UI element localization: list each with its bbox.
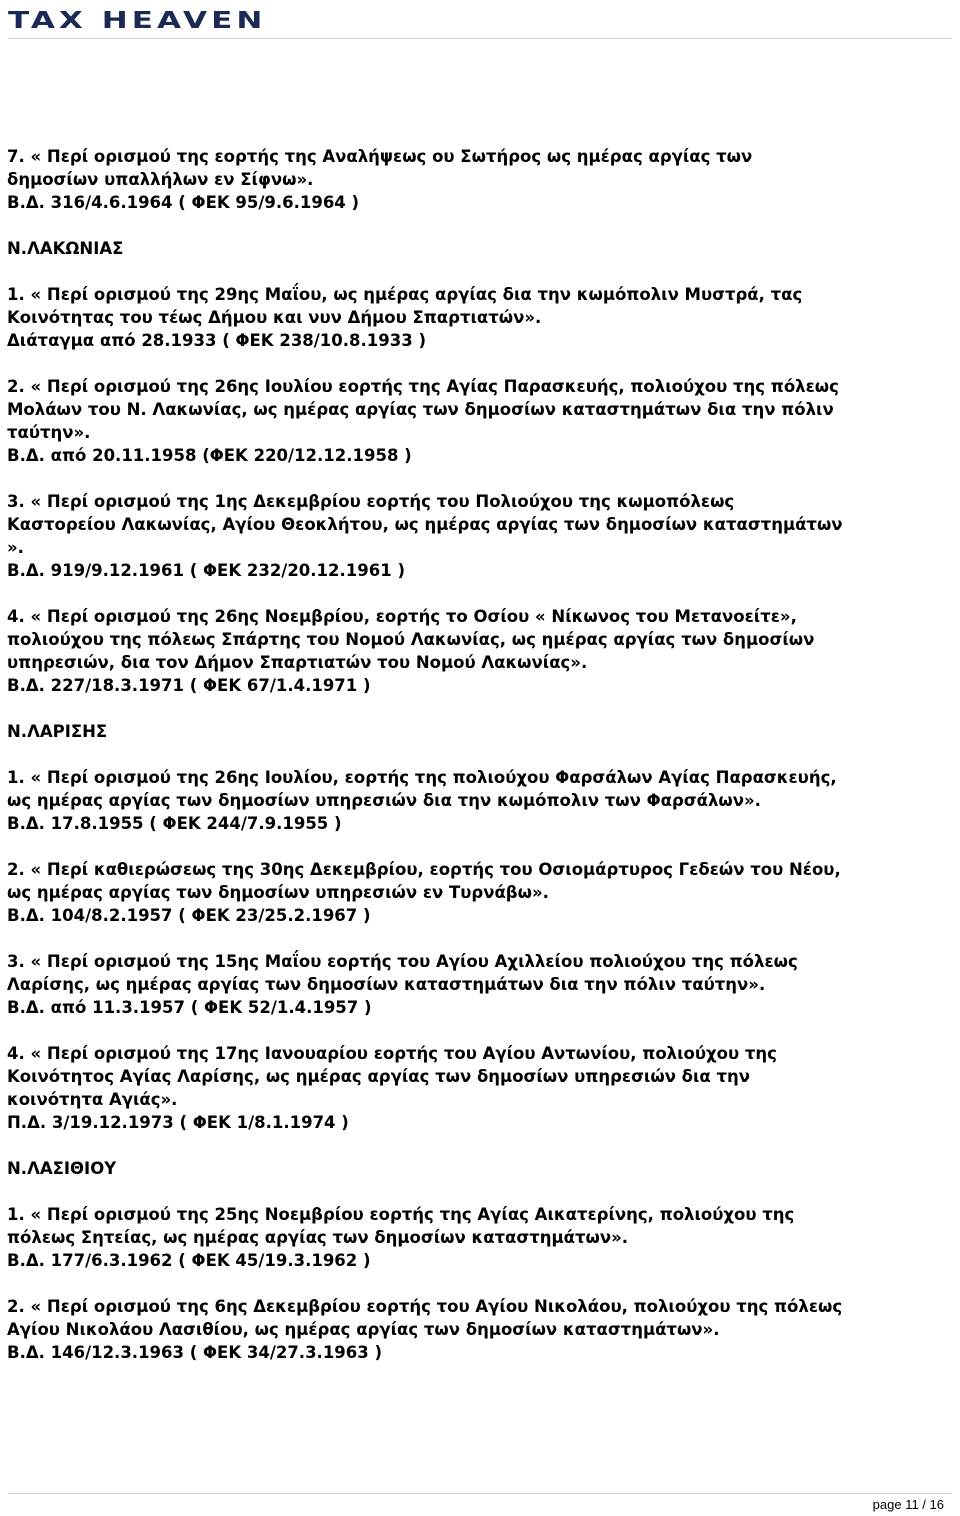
text-line: Β.Δ. 227/18.3.1971 ( ΦΕΚ 67/1.4.1971 ) [7, 676, 371, 695]
text-line: Διάταγμα από 28.1933 ( ΦΕΚ 238/10.8.1933 ) [7, 331, 426, 350]
text-line: Π.Δ. 3/19.12.1973 ( ΦΕΚ 1/8.1.1974 ) [7, 1113, 349, 1132]
paragraph-gap [7, 1134, 953, 1157]
text-line: 4. « Περί ορισμού της 26ης Νοεμβρίου, εορτής το Οσίου « Νίκωνος του Μετανοείτε», [7, 607, 797, 626]
paragraph-gap [7, 260, 953, 283]
paragraph-gap [7, 582, 953, 605]
text-line: ». [7, 538, 24, 557]
text-line: Β.Δ. 177/6.3.1962 ( ΦΕΚ 45/19.3.1962 ) [7, 1251, 371, 1270]
text-line: 1. « Περί ορισμού της 25ης Νοεμβρίου εορτής της Αγίας Αικατερίνης, πολιούχου της [7, 1205, 795, 1224]
footer-divider [8, 1493, 952, 1494]
text-line: κοινότητα Αγιάς». [7, 1090, 178, 1109]
header-divider [8, 38, 952, 39]
text-line: 1. « Περί ορισμού της 29ης Μαΐου, ως ημέρας αργίας δια την κωμόπολιν Μυστρά, τας [7, 285, 803, 304]
tax-heaven-logo [8, 4, 267, 38]
text-line: Β.Δ. 316/4.6.1964 ( ΦΕΚ 95/9.6.1964 ) [7, 193, 360, 212]
text-line: Κοινότητας του τέως Δήμου και νυν Δήμου Σπαρτιατών». [7, 308, 542, 327]
text-line: Ν.ΛΑΣΙΘΙΟΥ [7, 1159, 117, 1178]
page-number: page 11 / 16 [872, 1497, 944, 1512]
text-line: Β.Δ. 17.8.1955 ( ΦΕΚ 244/7.9.1955 ) [7, 814, 342, 833]
text-line: Ν.ΛΑΡΙΣΗΣ [7, 722, 108, 741]
text-line: υπηρεσιών, δια τον Δήμον Σπαρτιατών του Νομού Λακωνίας». [7, 653, 588, 672]
text-line: ως ημέρας αργίας των δημοσίων υπηρεσιών δια την κωμόπολιν των Φαρσάλων». [7, 791, 761, 810]
text-line: Β.Δ. 146/12.3.1963 ( ΦΕΚ 34/27.3.1963 ) [7, 1343, 383, 1362]
text-line: Κοινότητος Αγίας Λαρίσης, ως ημέρας αργίας των δημοσίων υπηρεσιών δια την [7, 1067, 751, 1086]
text-line: 1. « Περί ορισμού της 26ης Ιουλίου, εορτής της πολιούχου Φαρσάλων Αγίας Παρασκευής, [7, 768, 837, 787]
text-line: Αγίου Νικολάου Λασιθίου, ως ημέρας αργίας των δημοσίων καταστημάτων». [7, 1320, 720, 1339]
logo-text: TAX HEAVEN [8, 8, 267, 34]
text-line: Ν.ΛΑΚΩΝΙΑΣ [7, 239, 124, 258]
paragraph-gap [7, 927, 953, 950]
text-line: Β.Δ. από 20.11.1958 (ΦΕΚ 220/12.12.1958 ) [7, 446, 412, 465]
paragraph-gap [7, 214, 953, 237]
paragraph-gap [7, 352, 953, 375]
text-line: δημοσίων υπαλλήλων εν Σίφνω». [7, 170, 314, 189]
paragraph-gap [7, 697, 953, 720]
text-line: 2. « Περί ορισμού της 6ης Δεκεμβρίου εορτής του Αγίου Νικολάου, πολιούχου της πόλεως [7, 1297, 843, 1316]
document-body [7, 145, 953, 1364]
text-line: ταύτην». [7, 423, 91, 442]
text-line: πόλεως Σητείας, ως ημέρας αργίας των δημοσίων καταστημάτων». [7, 1228, 629, 1247]
text-line: Β.Δ. 919/9.12.1961 ( ΦΕΚ 232/20.12.1961 ) [7, 561, 405, 580]
paragraph-gap [7, 1180, 953, 1203]
paragraph-gap [7, 743, 953, 766]
text-line: 2. « Περί καθιερώσεως της 30ης Δεκεμβρίου, εορτής του Οσιομάρτυρος Γεδεών του Νέου, [7, 860, 841, 879]
text-line: ως ημέρας αργίας των δημοσίων υπηρεσιών εν Τυρνάβω». [7, 883, 549, 902]
text-line: πολιούχου της πόλεως Σπάρτης του Νομού Λακωνίας, ως ημέρας αργίας των δημοσίων [7, 630, 815, 649]
text-line: Λαρίσης, ως ημέρας αργίας των δημοσίων καταστημάτων δια την πόλιν ταύτην». [7, 975, 766, 994]
paragraph-gap [7, 835, 953, 858]
text-line: Καστορείου Λακωνίας, Αγίου Θεοκλήτου, ως ημέρας αργίας των δημοσίων καταστημάτων [7, 515, 843, 534]
text-line: 4. « Περί ορισμού της 17ης Ιανουαρίου εορτής του Αγίου Αντωνίου, πολιούχου της [7, 1044, 777, 1063]
text-line: Μολάων του Ν. Λακωνίας, ως ημέρας αργίας των δημοσίων καταστημάτων δια την πόλιν [7, 400, 834, 419]
paragraph-gap [7, 1019, 953, 1042]
text-line: Β.Δ. 104/8.2.1957 ( ΦΕΚ 23/25.2.1967 ) [7, 906, 371, 925]
text-line: 2. « Περί ορισμού της 26ης Ιουλίου εορτής της Αγίας Παρασκευής, πολιούχου της πόλεως [7, 377, 839, 396]
text-line: 7. « Περί ορισμού της εορτής της Αναλήψεως ου Σωτήρος ως ημέρας αργίας των [7, 147, 753, 166]
text-line: 3. « Περί ορισμού της 15ης Μαΐου εορτής του Αγίου Αχιλλείου πολιούχου της πόλεως [7, 952, 798, 971]
text-line: Β.Δ. από 11.3.1957 ( ΦΕΚ 52/1.4.1957 ) [7, 998, 372, 1017]
text-line: 3. « Περί ορισμού της 1ης Δεκεμβρίου εορτής του Πολιούχου της κωμοπόλεως [7, 492, 735, 511]
paragraph-gap [7, 1272, 953, 1295]
paragraph-gap [7, 467, 953, 490]
